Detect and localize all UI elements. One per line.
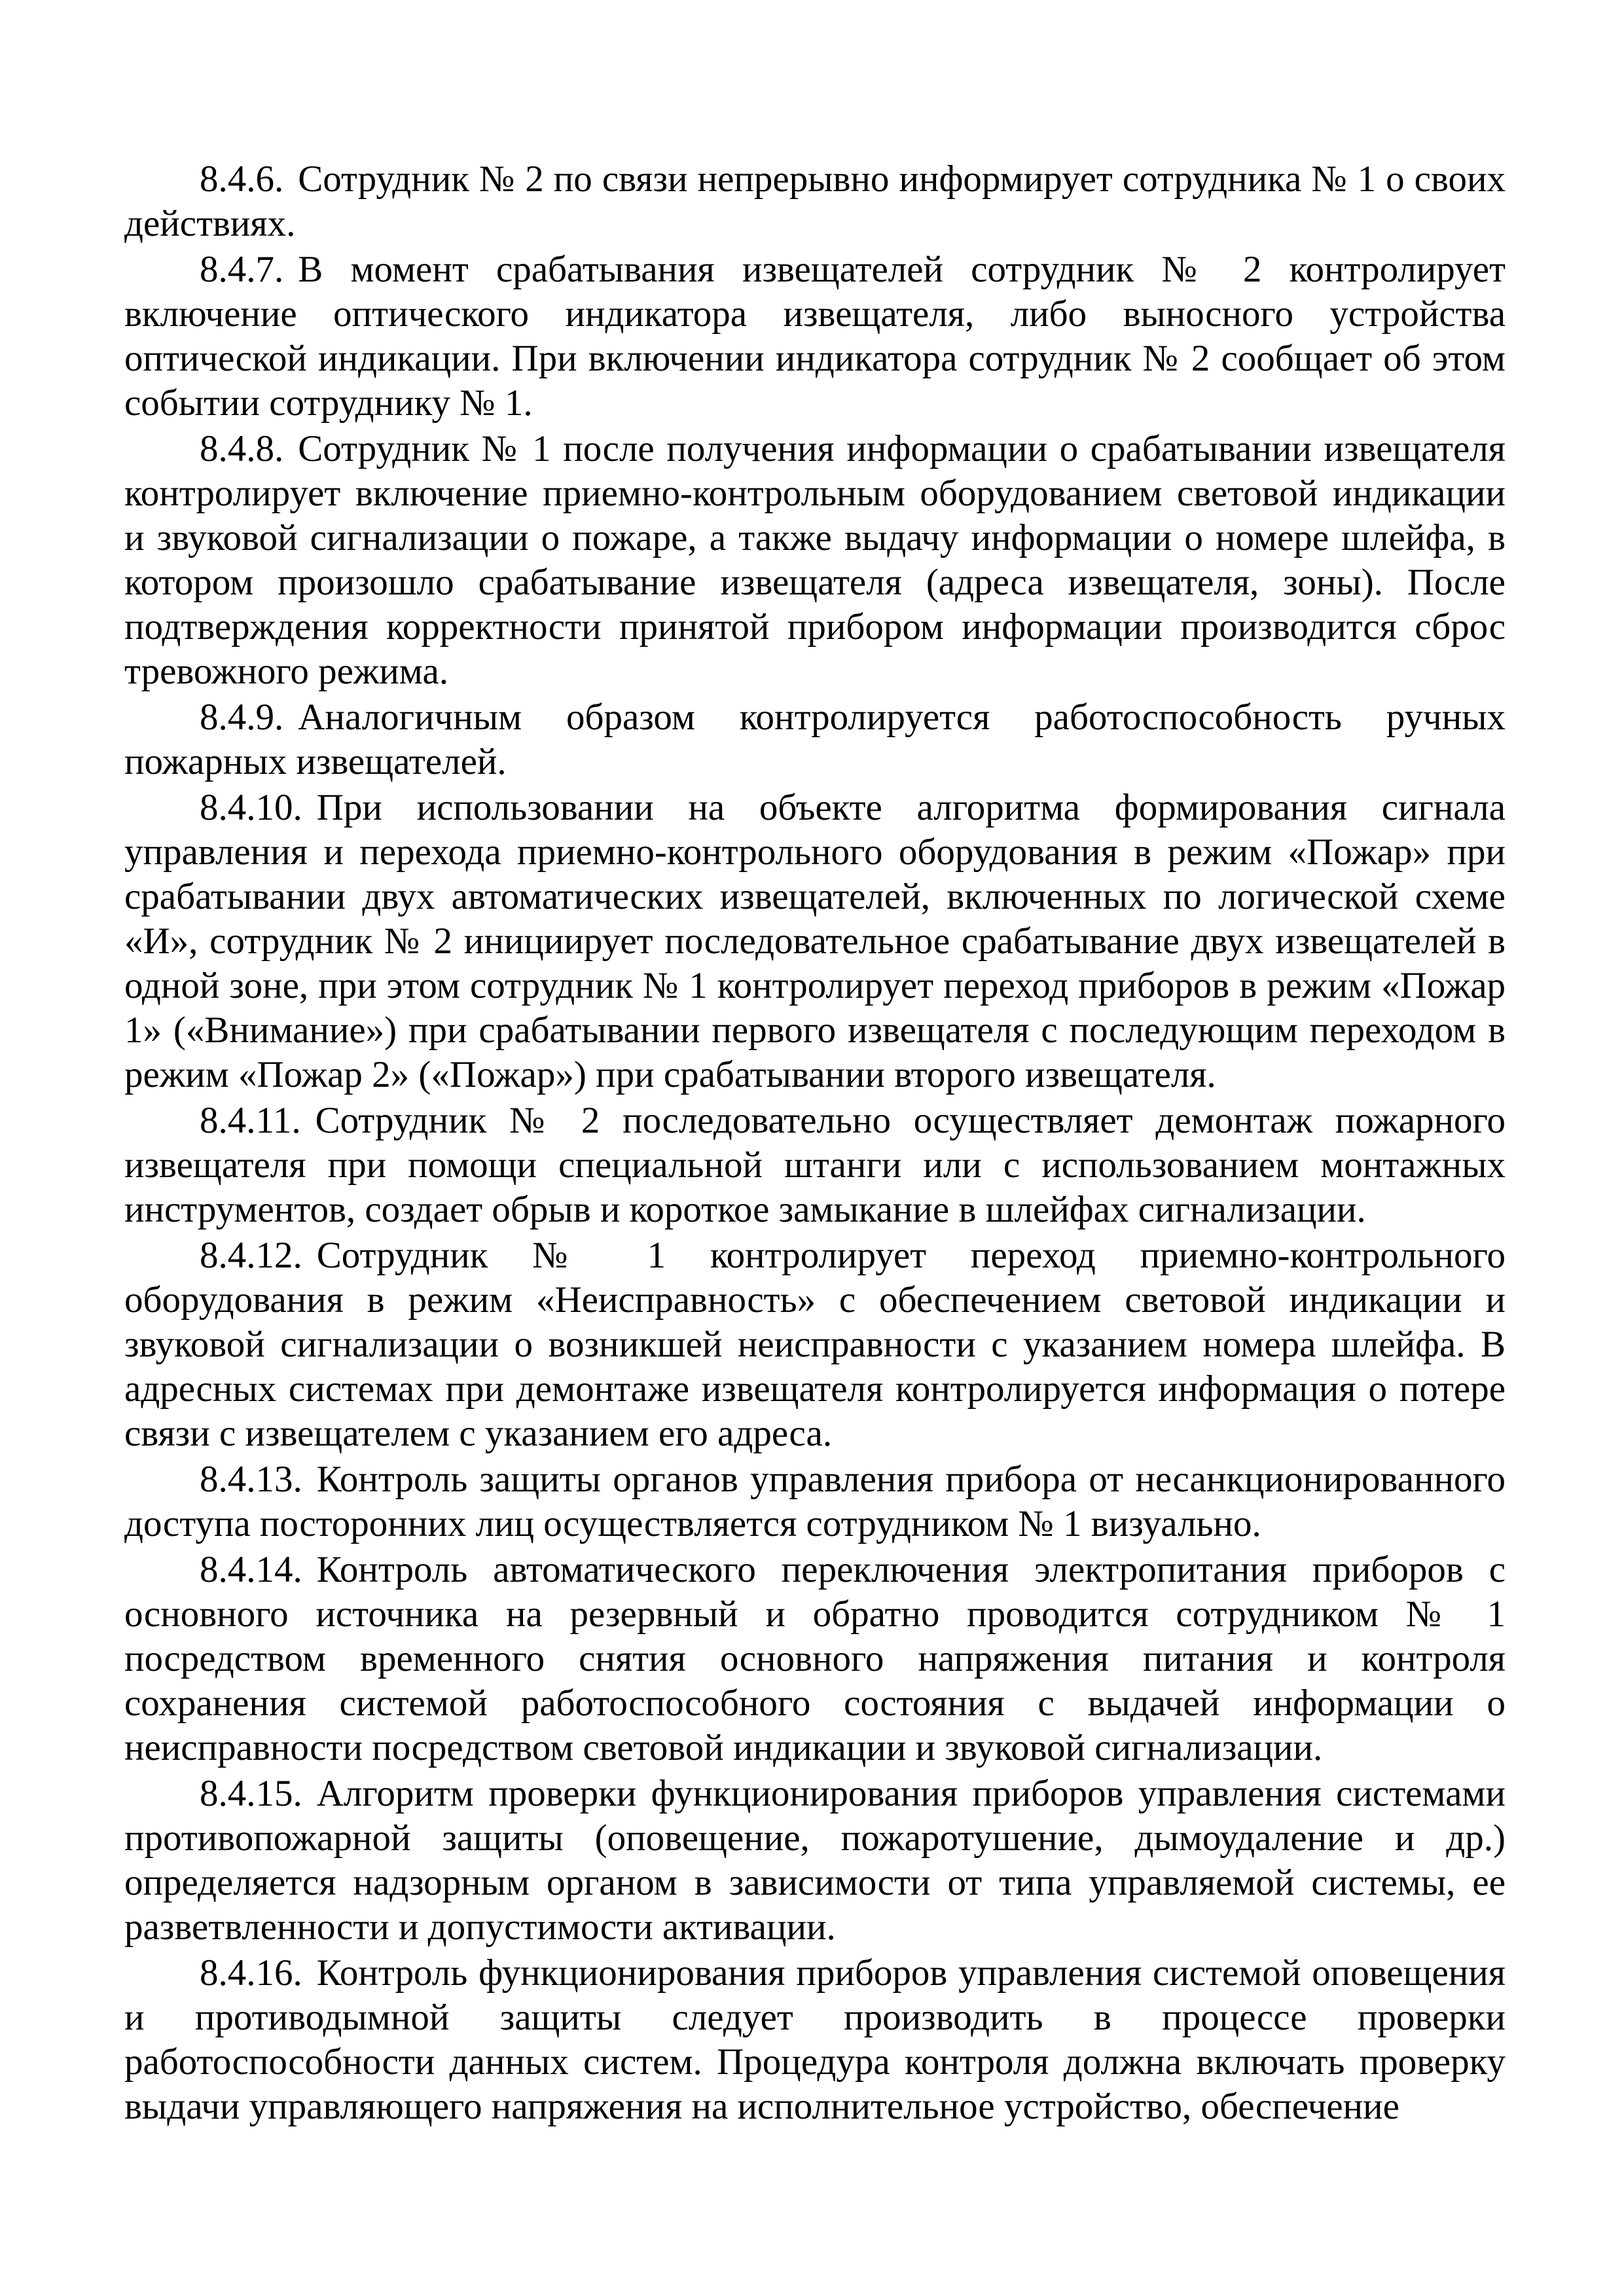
paragraph-text: Контроль функционирования приборов управления системой оповещения и противодымной защиты следует производить в процессе проверки работоспособности данных систем. Процедура контроля должна включать проверку выдачи управляющего напряжения на исполнительное устройство, обеспечение bbox=[124, 1952, 1506, 2127]
paragraph-number: 8.4.14. bbox=[200, 1549, 302, 1590]
paragraph-8-4-9 bbox=[124, 695, 1506, 784]
paragraph-8-4-11 bbox=[124, 1099, 1506, 1232]
paragraph-number: 8.4.8. bbox=[200, 428, 284, 469]
paragraph-text: Алгоритм проверки функционирования приборов управления системами противопожарной защиты (оповещение, пожаротушение, дымоудаление и др.) определяется надзорным органом в зависимости от типа управляемой системы, ее разветвленности и допустимости активации. bbox=[124, 1773, 1506, 1948]
paragraph-8-4-10 bbox=[124, 786, 1506, 1097]
paragraph-8-4-12 bbox=[124, 1233, 1506, 1456]
paragraph-text: При использовании на объекте алгоритма формирования сигнала управления и перехода приемно-контрольного оборудования в режим «Пожар» при срабатывании двух автоматических извещателей, включенных по логической схеме «И», сотрудник № 2 инициирует последовательное срабатывание двух извещателей в одной зоне, при этом сотрудник № 1 контролирует переход приборов в режим «Пожар 1» («Внимание») при срабатывании первого извещателя с последующим переходом в режим «Пожар 2» («Пожар») при срабатывании второго извещателя. bbox=[124, 787, 1506, 1095]
paragraph-text: Сотрудник № 2 последовательно осуществляет демонтаж пожарного извещателя при помощи специальной штанги или с использованием монтажных инструментов, создает обрыв и короткое замыкание в шлейфах сигнализации. bbox=[124, 1100, 1506, 1230]
paragraph-8-4-14 bbox=[124, 1548, 1506, 1770]
paragraph-8-4-7 bbox=[124, 247, 1506, 426]
paragraph-number: 8.4.12. bbox=[200, 1235, 302, 1276]
paragraph-text: Сотрудник № 2 по связи непрерывно информирует сотрудника № 1 о своих действиях. bbox=[124, 158, 1506, 244]
paragraph-text: Сотрудник № 1 после получения информации о срабатывании извещателя контролирует включение приемно-контрольным оборудованием световой индикации и звуковой сигнализации о пожаре, а также выдачу информации о номере шлейфа, в котором произошло срабатывание извещателя (адреса извещателя, зоны). После подтверждения корректности принятой прибором информации производится сброс тревожного режима. bbox=[124, 428, 1506, 692]
paragraph-8-4-13 bbox=[124, 1457, 1506, 1546]
paragraph-number: 8.4.7. bbox=[200, 249, 284, 290]
paragraph-text: Контроль защиты органов управления прибора от несанкционированного доступа посторонних лиц осуществляется сотрудником № 1 визуально. bbox=[124, 1459, 1506, 1544]
paragraph-8-4-15 bbox=[124, 1772, 1506, 1950]
paragraph-number: 8.4.10. bbox=[200, 787, 302, 828]
document-page bbox=[124, 157, 1506, 2130]
paragraph-number: 8.4.15. bbox=[200, 1773, 302, 1814]
paragraph-text: Аналогичным образом контролируется работоспособность ручных пожарных извещателей. bbox=[124, 697, 1506, 782]
paragraph-number: 8.4.16. bbox=[200, 1952, 302, 1994]
paragraph-8-4-6 bbox=[124, 157, 1506, 246]
paragraph-text: В момент срабатывания извещателей сотрудник № 2 контролирует включение оптического индикатора извещателя, либо выносного устройства оптической индикации. При включении индикатора сотрудник № 2 сообщает об этом событии сотруднику № 1. bbox=[124, 249, 1506, 424]
paragraph-number: 8.4.6. bbox=[200, 158, 284, 200]
paragraph-number: 8.4.11. bbox=[200, 1100, 301, 1141]
paragraph-8-4-16 bbox=[124, 1951, 1506, 2129]
paragraph-text: Контроль автоматического переключения электропитания приборов с основного источника на резервный и обратно проводится сотрудником № 1 посредством временного снятия основного напряжения питания и контроля сохранения системой работоспособного состояния с выдачей информации о неисправности посредством световой индикации и звуковой сигнализации. bbox=[124, 1549, 1506, 1768]
paragraph-number: 8.4.9. bbox=[200, 697, 284, 738]
paragraph-8-4-8 bbox=[124, 427, 1506, 694]
paragraph-number: 8.4.13. bbox=[200, 1459, 302, 1500]
paragraph-text: Сотрудник № 1 контролирует переход приемно-контрольного оборудования в режим «Неисправность» с обеспечением световой индикации и звуковой сигнализации о возникшей неисправности с указанием номера шлейфа. В адресных системах при демонтаже извещателя контролируется информация о потере связи с извещателем с указанием его адреса. bbox=[124, 1235, 1506, 1454]
